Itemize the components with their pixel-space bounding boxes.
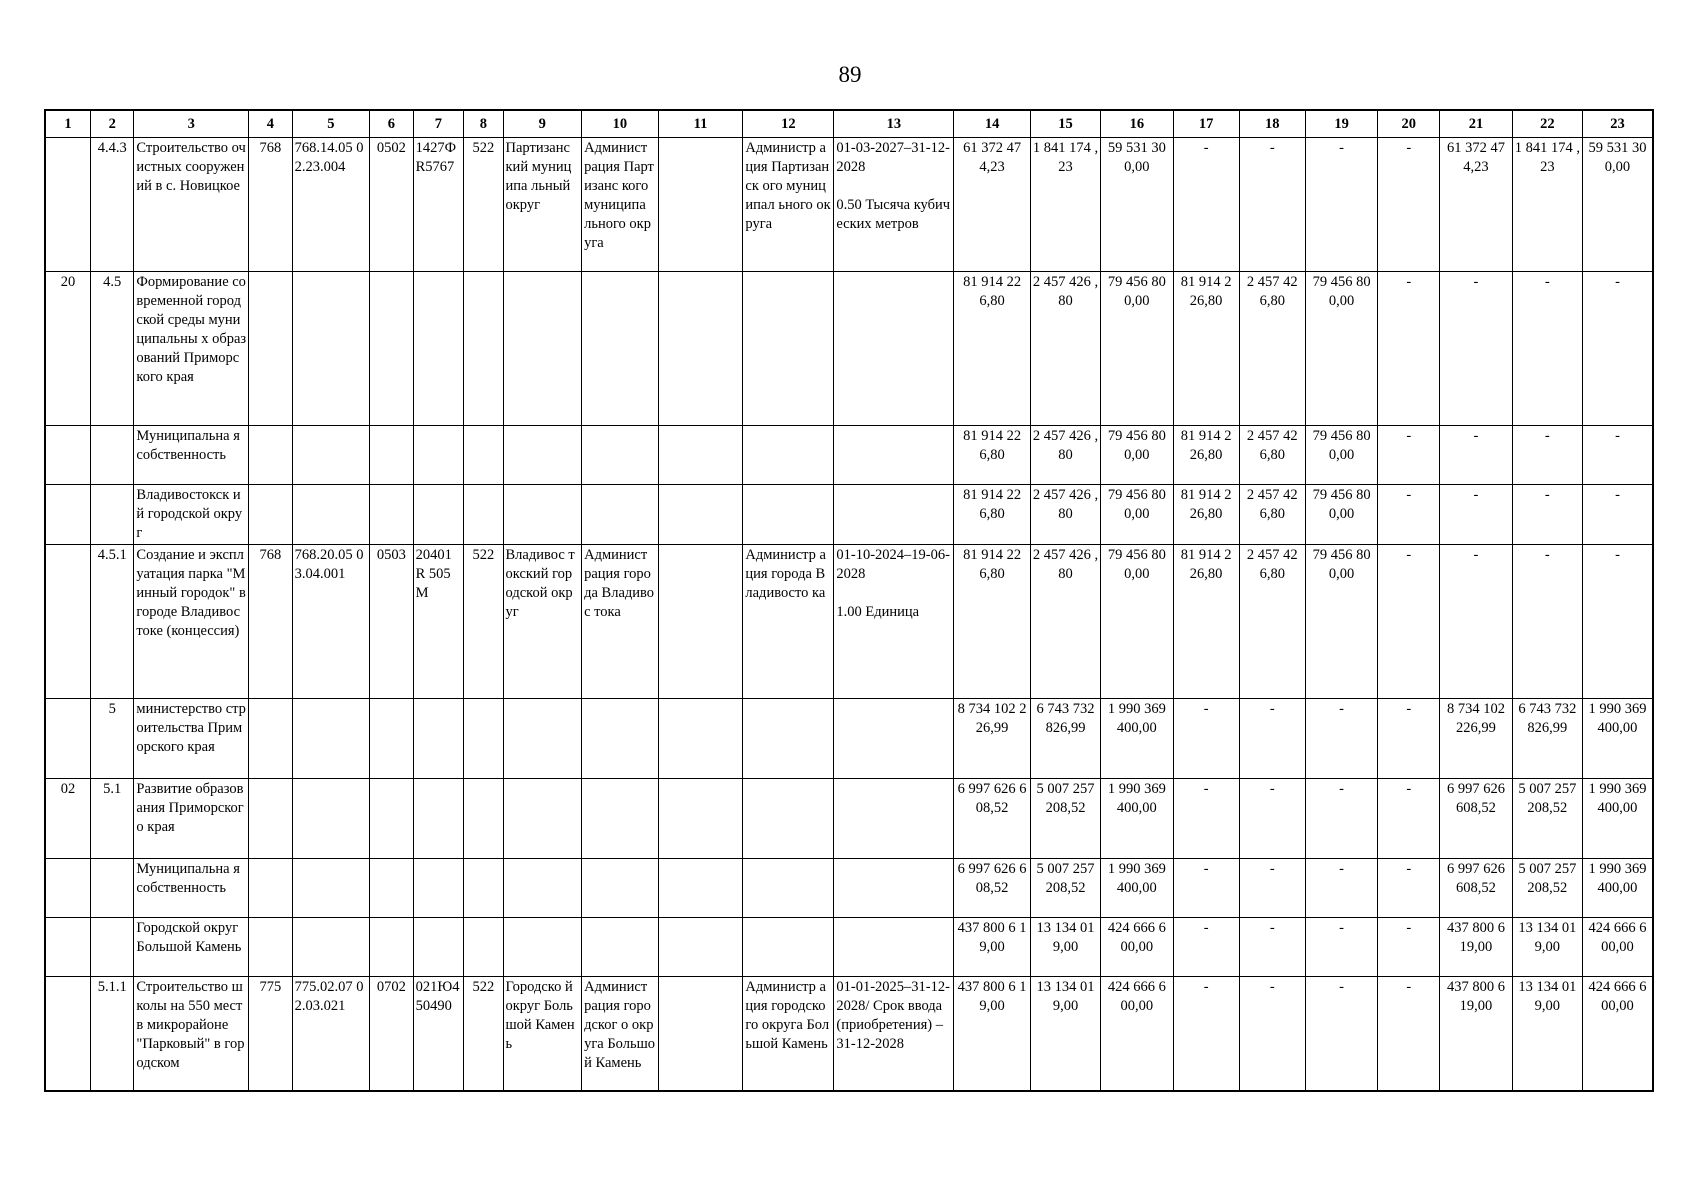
- table-cell-col-14: 6 997 626 608,52: [954, 779, 1031, 859]
- table-cell-col-13: [834, 485, 954, 545]
- column-header-3: 3: [134, 110, 249, 138]
- table-cell-col-6: [370, 485, 413, 545]
- table-cell-col-23: -: [1582, 545, 1653, 699]
- table-cell-col-20: -: [1378, 485, 1440, 545]
- table-cell-col-16: 59 531 30 0,00: [1101, 138, 1173, 272]
- column-header-14: 14: [954, 110, 1031, 138]
- table-cell-col-22: 13 134 01 9,00: [1512, 977, 1582, 1091]
- table-cell-col-9: [503, 859, 582, 918]
- table-cell-col-21: -: [1440, 545, 1512, 699]
- table-cell-col-19: -: [1305, 859, 1377, 918]
- table-cell-col-21: -: [1440, 272, 1512, 426]
- table-cell-col-7: 1427Ф R5767: [413, 138, 464, 272]
- table-cell-col-8: 522: [464, 545, 503, 699]
- table-cell-col-16: 79 456 80 0,00: [1101, 426, 1173, 485]
- table-cell-col-10: [582, 699, 659, 779]
- table-cell-col-22: -: [1512, 485, 1582, 545]
- table-cell-col-15: 2 457 426 ,80: [1030, 485, 1100, 545]
- table-cell-col-15: 6 743 732 826,99: [1030, 699, 1100, 779]
- table-cell-col-3: Строительство очистных сооружений в с. Новицкое: [134, 138, 249, 272]
- table-cell-col-19: -: [1305, 918, 1377, 977]
- table-cell-col-17: 81 914 2 26,80: [1173, 545, 1239, 699]
- table-cell-col-11: [658, 426, 743, 485]
- table-cell-col-7: 021Ю4 50490: [413, 977, 464, 1091]
- table-cell-col-7: [413, 272, 464, 426]
- table-cell-col-15: 13 134 01 9,00: [1030, 918, 1100, 977]
- table-cell-col-3: Городской округ Большой Камень: [134, 918, 249, 977]
- table-cell-col-22: -: [1512, 426, 1582, 485]
- table-cell-col-18: 2 457 42 6,80: [1239, 545, 1305, 699]
- table-cell-col-8: [464, 485, 503, 545]
- column-header-17: 17: [1173, 110, 1239, 138]
- table-cell-col-15: 13 134 01 9,00: [1030, 977, 1100, 1091]
- table-cell-col-23: 59 531 30 0,00: [1582, 138, 1653, 272]
- table-cell-col-5: 775.02.07 02.03.021: [292, 977, 370, 1091]
- table-cell-col-9: [503, 272, 582, 426]
- table-cell-col-19: -: [1305, 699, 1377, 779]
- table-cell-col-22: 13 134 01 9,00: [1512, 918, 1582, 977]
- table-cell-col-5: 768.14.05 02.23.004: [292, 138, 370, 272]
- table-cell-col-11: [658, 272, 743, 426]
- table-cell-col-12: [743, 426, 834, 485]
- table-cell-col-23: 1 990 369 400,00: [1582, 699, 1653, 779]
- table-cell-col-5: [292, 699, 370, 779]
- table-cell-col-3: министерство строительства Приморского края: [134, 699, 249, 779]
- table-cell-col-14: 437 800 6 19,00: [954, 977, 1031, 1091]
- table-cell-col-3: Формирование современной городской среды муниципальны х образований Приморского края: [134, 272, 249, 426]
- table-cell-col-16: 79 456 80 0,00: [1101, 485, 1173, 545]
- table-cell-col-16: 79 456 80 0,00: [1101, 272, 1173, 426]
- table-cell-col-8: [464, 426, 503, 485]
- table-cell-col-19: 79 456 80 0,00: [1305, 426, 1377, 485]
- table-cell-col-22: 6 743 732 826,99: [1512, 699, 1582, 779]
- table-cell-col-1: 02: [45, 779, 90, 859]
- table-cell-col-4: [249, 918, 292, 977]
- table-cell-col-3: Развитие образования Приморского края: [134, 779, 249, 859]
- table-cell-col-20: -: [1378, 859, 1440, 918]
- table-cell-col-7: [413, 918, 464, 977]
- table-cell-col-1: [45, 485, 90, 545]
- table-row: [45, 545, 1653, 699]
- table-cell-col-12: [743, 779, 834, 859]
- table-cell-col-17: -: [1173, 977, 1239, 1091]
- table-cell-col-21: 437 800 6 19,00: [1440, 977, 1512, 1091]
- column-header-22: 22: [1512, 110, 1582, 138]
- table-cell-col-9: Городско й округ Большой Камень: [503, 977, 582, 1091]
- table-cell-col-11: [658, 779, 743, 859]
- table-cell-col-21: 437 800 6 19,00: [1440, 918, 1512, 977]
- table-cell-col-21: 6 997 626 608,52: [1440, 859, 1512, 918]
- table-cell-col-9: [503, 699, 582, 779]
- table-cell-col-13: 01-10-2024–19-06-2028 1.00 Единица: [834, 545, 954, 699]
- table-cell-col-10: [582, 779, 659, 859]
- table-cell-col-2: [90, 426, 133, 485]
- table-cell-col-1: [45, 545, 90, 699]
- table-cell-col-23: 1 990 369 400,00: [1582, 779, 1653, 859]
- table-cell-col-14: 81 914 22 6,80: [954, 485, 1031, 545]
- column-header-4: 4: [249, 110, 292, 138]
- table-cell-col-19: 79 456 80 0,00: [1305, 485, 1377, 545]
- table-cell-col-14: 6 997 626 608,52: [954, 859, 1031, 918]
- table-cell-col-4: 768: [249, 545, 292, 699]
- table-cell-col-18: 2 457 42 6,80: [1239, 272, 1305, 426]
- table-cell-col-21: 6 997 626 608,52: [1440, 779, 1512, 859]
- table-cell-col-22: 1 841 174 ,23: [1512, 138, 1582, 272]
- table-cell-col-11: [658, 977, 743, 1091]
- column-header-8: 8: [464, 110, 503, 138]
- table-cell-col-23: 424 666 6 00,00: [1582, 918, 1653, 977]
- table-cell-col-1: [45, 138, 90, 272]
- table-cell-col-9: Владивос токский городской округ: [503, 545, 582, 699]
- column-header-2: 2: [90, 110, 133, 138]
- table-cell-col-7: [413, 779, 464, 859]
- table-cell-col-4: 768: [249, 138, 292, 272]
- table-cell-col-3: Владивостокск ий городской округ: [134, 485, 249, 545]
- table-cell-col-15: 5 007 257 208,52: [1030, 859, 1100, 918]
- table-cell-col-3: Строительство школы на 550 мест в микрорайоне "Парковый" в городском: [134, 977, 249, 1091]
- table-cell-col-18: -: [1239, 977, 1305, 1091]
- table-cell-col-5: [292, 485, 370, 545]
- table-cell-col-12: [743, 485, 834, 545]
- table-cell-col-11: [658, 918, 743, 977]
- table-cell-col-16: 424 666 6 00,00: [1101, 977, 1173, 1091]
- table-cell-col-3: Создание и эксплуатация парка "Минный городок" в городе Владивостоке (концессия): [134, 545, 249, 699]
- table-cell-col-12: Администр ация Партизанск ого муниципал ьного округа: [743, 138, 834, 272]
- table-cell-col-13: [834, 779, 954, 859]
- table-cell-col-1: [45, 918, 90, 977]
- table-cell-col-23: -: [1582, 485, 1653, 545]
- table-row: [45, 859, 1653, 918]
- table-cell-col-13: [834, 699, 954, 779]
- column-header-1: 1: [45, 110, 90, 138]
- table-cell-col-7: [413, 485, 464, 545]
- table-cell-col-20: -: [1378, 426, 1440, 485]
- column-header-6: 6: [370, 110, 413, 138]
- table-cell-col-15: 5 007 257 208,52: [1030, 779, 1100, 859]
- table-cell-col-20: -: [1378, 272, 1440, 426]
- table-row: [45, 426, 1653, 485]
- column-header-9: 9: [503, 110, 582, 138]
- table-cell-col-10: Админист рация городског о округа Большой Камень: [582, 977, 659, 1091]
- column-header-13: 13: [834, 110, 954, 138]
- table-cell-col-7: [413, 426, 464, 485]
- table-cell-col-16: 424 666 6 00,00: [1101, 918, 1173, 977]
- table-cell-col-16: 1 990 369 400,00: [1101, 779, 1173, 859]
- table-cell-col-13: 01-01-2025–31-12-2028/ Срок ввода (приобретения) – 31-12-2028: [834, 977, 954, 1091]
- table-cell-col-10: Админист рация города Владивос тока: [582, 545, 659, 699]
- table-cell-col-8: [464, 859, 503, 918]
- table-cell-col-11: [658, 138, 743, 272]
- table-cell-col-9: [503, 918, 582, 977]
- table-cell-col-9: [503, 485, 582, 545]
- table-cell-col-6: 0503: [370, 545, 413, 699]
- table-cell-col-8: [464, 699, 503, 779]
- table-cell-col-6: [370, 426, 413, 485]
- table-cell-col-8: [464, 918, 503, 977]
- table-cell-col-20: -: [1378, 977, 1440, 1091]
- table-cell-col-19: -: [1305, 138, 1377, 272]
- table-cell-col-4: [249, 779, 292, 859]
- page-number: 89: [838, 62, 862, 87]
- table-cell-col-13: [834, 272, 954, 426]
- column-header-7: 7: [413, 110, 464, 138]
- table-cell-col-8: 522: [464, 138, 503, 272]
- table-cell-col-23: 424 666 6 00,00: [1582, 977, 1653, 1091]
- column-header-19: 19: [1305, 110, 1377, 138]
- table-cell-col-17: -: [1173, 699, 1239, 779]
- table-cell-col-4: [249, 699, 292, 779]
- table-cell-col-20: -: [1378, 138, 1440, 272]
- table-cell-col-6: [370, 918, 413, 977]
- table-cell-col-2: 4.5.1: [90, 545, 133, 699]
- table-cell-col-2: 4.5: [90, 272, 133, 426]
- table-cell-col-8: [464, 779, 503, 859]
- column-header-5: 5: [292, 110, 370, 138]
- column-header-12: 12: [743, 110, 834, 138]
- table-cell-col-18: -: [1239, 779, 1305, 859]
- table-cell-col-17: 81 914 2 26,80: [1173, 272, 1239, 426]
- table-cell-col-19: 79 456 80 0,00: [1305, 272, 1377, 426]
- table-cell-col-6: 0502: [370, 138, 413, 272]
- table-cell-col-15: 2 457 426 ,80: [1030, 272, 1100, 426]
- table-cell-col-6: 0702: [370, 977, 413, 1091]
- table-cell-col-10: Админист рация Партизанс кого муниципа льного округа: [582, 138, 659, 272]
- table-cell-col-14: 61 372 47 4,23: [954, 138, 1031, 272]
- table-cell-col-14: 437 800 6 19,00: [954, 918, 1031, 977]
- table-cell-col-18: -: [1239, 918, 1305, 977]
- table-cell-col-12: [743, 918, 834, 977]
- table-cell-col-5: [292, 779, 370, 859]
- table-cell-col-4: 775: [249, 977, 292, 1091]
- table-cell-col-5: [292, 426, 370, 485]
- table-cell-col-7: [413, 859, 464, 918]
- table-cell-col-5: [292, 918, 370, 977]
- table-cell-col-23: -: [1582, 426, 1653, 485]
- table-cell-col-10: [582, 918, 659, 977]
- table-cell-col-22: 5 007 257 208,52: [1512, 779, 1582, 859]
- table-cell-col-1: [45, 859, 90, 918]
- table-cell-col-19: 79 456 80 0,00: [1305, 545, 1377, 699]
- table-cell-col-11: [658, 699, 743, 779]
- table-cell-col-10: [582, 859, 659, 918]
- table-cell-col-2: 5: [90, 699, 133, 779]
- table-cell-col-21: 61 372 47 4,23: [1440, 138, 1512, 272]
- table-cell-col-22: -: [1512, 272, 1582, 426]
- table-cell-col-21: -: [1440, 485, 1512, 545]
- table-cell-col-15: 1 841 174 ,23: [1030, 138, 1100, 272]
- table-cell-col-18: 2 457 42 6,80: [1239, 485, 1305, 545]
- table-row: [45, 918, 1653, 977]
- table-cell-col-20: -: [1378, 545, 1440, 699]
- table-cell-col-16: 1 990 369 400,00: [1101, 859, 1173, 918]
- table-cell-col-3: Муниципальна я собственность: [134, 859, 249, 918]
- table-row: [45, 977, 1653, 1091]
- table-cell-col-13: [834, 918, 954, 977]
- table-cell-col-9: Партизанс кий муниципа льный округ: [503, 138, 582, 272]
- table-cell-col-12: Администр ация городского округа Большой Камень: [743, 977, 834, 1091]
- table-header-row: [45, 110, 1653, 138]
- table-cell-col-20: -: [1378, 918, 1440, 977]
- table-cell-col-12: [743, 859, 834, 918]
- table-cell-col-22: 5 007 257 208,52: [1512, 859, 1582, 918]
- table-cell-col-4: [249, 485, 292, 545]
- table-cell-col-15: 2 457 426 ,80: [1030, 426, 1100, 485]
- table-row: [45, 779, 1653, 859]
- table-cell-col-5: 768.20.05 03.04.001: [292, 545, 370, 699]
- table-cell-col-10: [582, 272, 659, 426]
- table-cell-col-1: [45, 699, 90, 779]
- table-cell-col-13: 01-03-2027–31-12-2028 0.50 Тысяча кубических метров: [834, 138, 954, 272]
- table-cell-col-14: 81 914 22 6,80: [954, 426, 1031, 485]
- table-cell-col-11: [658, 545, 743, 699]
- table-row: [45, 699, 1653, 779]
- table-cell-col-23: -: [1582, 272, 1653, 426]
- table-cell-col-10: [582, 485, 659, 545]
- column-header-16: 16: [1101, 110, 1173, 138]
- table-cell-col-2: [90, 485, 133, 545]
- column-header-10: 10: [582, 110, 659, 138]
- table-cell-col-1: [45, 426, 90, 485]
- table-cell-col-14: 8 734 102 226,99: [954, 699, 1031, 779]
- budget-table: [44, 109, 1654, 1092]
- table-row: [45, 272, 1653, 426]
- table-cell-col-2: [90, 918, 133, 977]
- table-cell-col-20: -: [1378, 779, 1440, 859]
- table-cell-col-2: 5.1: [90, 779, 133, 859]
- table-cell-col-4: [249, 426, 292, 485]
- table-cell-col-19: -: [1305, 977, 1377, 1091]
- table-cell-col-15: 2 457 426 ,80: [1030, 545, 1100, 699]
- table-cell-col-2: [90, 859, 133, 918]
- table-cell-col-11: [658, 859, 743, 918]
- column-header-15: 15: [1030, 110, 1100, 138]
- table-cell-col-17: -: [1173, 859, 1239, 918]
- table-cell-col-6: [370, 272, 413, 426]
- table-cell-col-18: -: [1239, 699, 1305, 779]
- table-cell-col-16: 1 990 369 400,00: [1101, 699, 1173, 779]
- table-row: [45, 485, 1653, 545]
- table-cell-col-17: -: [1173, 138, 1239, 272]
- table-cell-col-13: [834, 859, 954, 918]
- table-cell-col-14: 81 914 22 6,80: [954, 545, 1031, 699]
- table-cell-col-20: -: [1378, 699, 1440, 779]
- table-cell-col-17: 81 914 2 26,80: [1173, 426, 1239, 485]
- table-cell-col-2: 4.4.3: [90, 138, 133, 272]
- table-cell-col-21: 8 734 102 226,99: [1440, 699, 1512, 779]
- table-cell-col-5: [292, 859, 370, 918]
- table-cell-col-9: [503, 426, 582, 485]
- table-cell-col-10: [582, 426, 659, 485]
- table-cell-col-18: -: [1239, 859, 1305, 918]
- table-cell-col-3: Муниципальна я собственность: [134, 426, 249, 485]
- table-cell-col-14: 81 914 22 6,80: [954, 272, 1031, 426]
- table-cell-col-22: -: [1512, 545, 1582, 699]
- table-cell-col-1: 20: [45, 272, 90, 426]
- table-cell-col-17: 81 914 2 26,80: [1173, 485, 1239, 545]
- table-cell-col-6: [370, 859, 413, 918]
- table-cell-col-7: 20401R 505M: [413, 545, 464, 699]
- table-cell-col-11: [658, 485, 743, 545]
- table-cell-col-8: [464, 272, 503, 426]
- table-cell-col-12: Администр ация города Владивосто ка: [743, 545, 834, 699]
- table-cell-col-8: 522: [464, 977, 503, 1091]
- table-cell-col-19: -: [1305, 779, 1377, 859]
- table-cell-col-9: [503, 779, 582, 859]
- table-cell-col-1: [45, 977, 90, 1091]
- table-cell-col-23: 1 990 369 400,00: [1582, 859, 1653, 918]
- column-header-20: 20: [1378, 110, 1440, 138]
- table-cell-col-16: 79 456 80 0,00: [1101, 545, 1173, 699]
- table-cell-col-4: [249, 272, 292, 426]
- table-cell-col-21: -: [1440, 426, 1512, 485]
- table-cell-col-18: -: [1239, 138, 1305, 272]
- table-cell-col-12: [743, 272, 834, 426]
- table-row: [45, 138, 1653, 272]
- table-cell-col-2: 5.1.1: [90, 977, 133, 1091]
- table-cell-col-6: [370, 779, 413, 859]
- table-cell-col-7: [413, 699, 464, 779]
- table-cell-col-13: [834, 426, 954, 485]
- table-cell-col-4: [249, 859, 292, 918]
- table-cell-col-12: [743, 699, 834, 779]
- table-cell-col-18: 2 457 42 6,80: [1239, 426, 1305, 485]
- column-header-18: 18: [1239, 110, 1305, 138]
- column-header-23: 23: [1582, 110, 1653, 138]
- table-cell-col-5: [292, 272, 370, 426]
- table-cell-col-17: -: [1173, 779, 1239, 859]
- column-header-21: 21: [1440, 110, 1512, 138]
- table-cell-col-17: -: [1173, 918, 1239, 977]
- column-header-11: 11: [658, 110, 743, 138]
- table-cell-col-6: [370, 699, 413, 779]
